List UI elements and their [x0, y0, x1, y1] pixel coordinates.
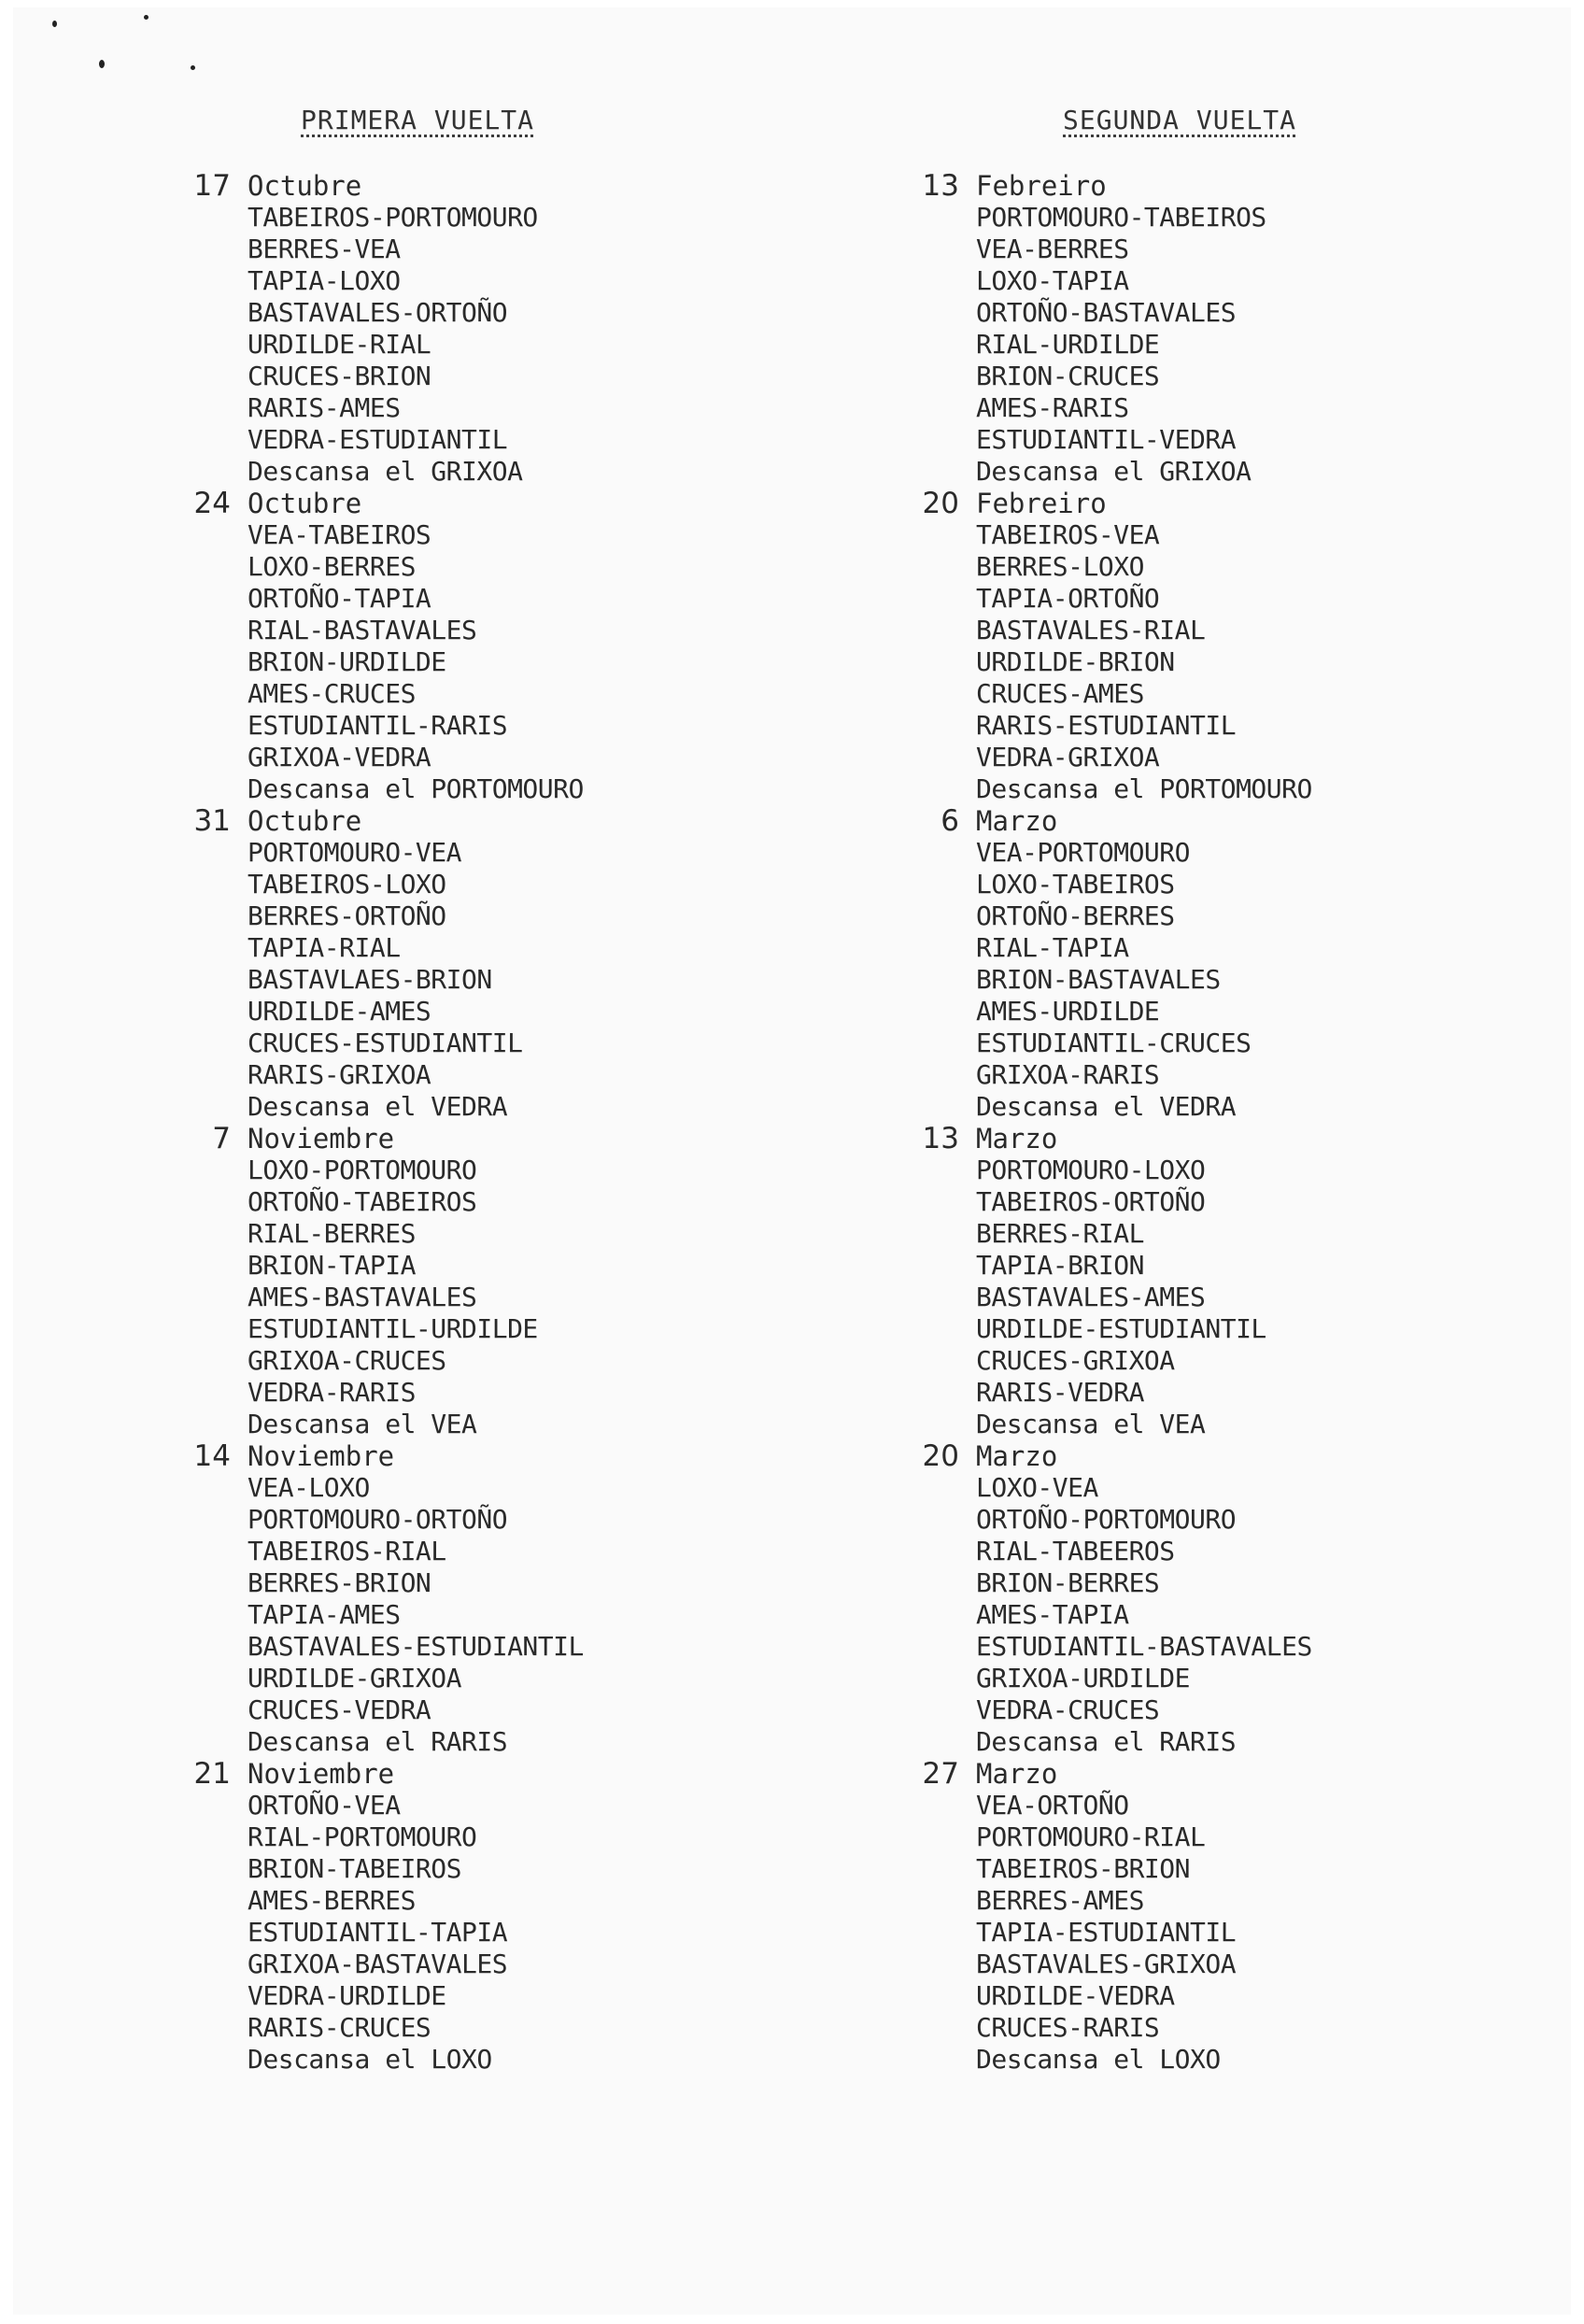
fixture: ORTOÑO-TABEIROS — [248, 1186, 477, 1217]
fixture: ESTUDIANTIL-VEDRA — [976, 424, 1237, 455]
fixture: VEA-TABEIROS — [248, 519, 431, 550]
fixture: URDILDE-BRION — [976, 646, 1175, 677]
matchday-month: Febreiro — [976, 488, 1107, 519]
fixture: ESTUDIANTIL-URDILDE — [248, 1313, 538, 1344]
fixture: VEA-PORTOMOURO — [976, 837, 1191, 868]
fixture: PORTOMOURO-VEA — [248, 837, 462, 868]
matchday-day: 31 — [193, 804, 231, 838]
bye-team: Descansa el LOXO — [976, 2044, 1221, 2075]
fixture: VEDRA-URDILDE — [248, 1980, 446, 2011]
fixture: CRUCES-AMES — [976, 678, 1144, 709]
fixture: RARIS-GRIXOA — [248, 1059, 431, 1090]
ink-speck — [99, 60, 105, 68]
fixture: BASTAVALES-GRIXOA — [976, 1948, 1237, 1979]
fixture: AMES-RARIS — [976, 392, 1129, 423]
matchday-day: 7 — [212, 1122, 231, 1155]
segunda-vuelta-title: SEGUNDA VUELTA — [1063, 105, 1297, 135]
fixture: TAPIA-AMES — [248, 1599, 401, 1630]
fixture: TAPIA-ESTUDIANTIL — [976, 1917, 1237, 1948]
fixture: BASTAVALES-RIAL — [976, 615, 1206, 645]
fixture: CRUCES-ESTUDIANTIL — [248, 1027, 523, 1058]
fixture: RIAL-URDILDE — [976, 329, 1160, 360]
matchday-day: 27 — [922, 1757, 959, 1791]
matchday-month: Marzo — [976, 1123, 1058, 1155]
matchday-day: 20 — [922, 1439, 959, 1473]
fixture: AMES-TAPIA — [976, 1599, 1129, 1630]
fixture: AMES-URDILDE — [976, 996, 1160, 1027]
bye-team: Descansa el VEDRA — [248, 1091, 508, 1122]
matchday-month: Noviembre — [248, 1123, 395, 1155]
fixture: VEDRA-ESTUDIANTIL — [248, 424, 508, 455]
fixture: TABEIROS-PORTOMOURO — [248, 202, 538, 233]
fixture: TABEIROS-VEA — [976, 519, 1160, 550]
fixture: GRIXOA-CRUCES — [248, 1345, 446, 1376]
fixture: TABEIROS-RIAL — [248, 1536, 446, 1566]
ink-speck — [191, 65, 195, 70]
fixture: BRION-BASTAVALES — [976, 964, 1221, 995]
fixture: VEDRA-GRIXOA — [976, 742, 1160, 772]
fixture: LOXO-TABEIROS — [976, 869, 1175, 900]
matchday-month: Octubre — [248, 805, 362, 837]
fixture: RARIS-AMES — [248, 392, 401, 423]
bye-team: Descansa el LOXO — [248, 2044, 492, 2075]
fixture: BERRES-RIAL — [976, 1218, 1144, 1249]
matchday-day: 24 — [193, 487, 231, 520]
fixture: GRIXOA-VEDRA — [248, 742, 431, 772]
matchday-day: 6 — [940, 804, 959, 838]
bye-team: Descansa el GRIXOA — [976, 456, 1252, 487]
fixture: LOXO-VEA — [976, 1472, 1098, 1503]
bye-team: Descansa el RARIS — [976, 1726, 1237, 1757]
fixture: BERRES-AMES — [976, 1885, 1144, 1916]
bye-team: Descansa el VEA — [976, 1409, 1206, 1439]
fixture: ESTUDIANTIL-CRUCES — [976, 1027, 1252, 1058]
matchday-day: 14 — [193, 1439, 231, 1473]
fixture: BRION-TAPIA — [248, 1250, 416, 1281]
fixture: BERRES-BRION — [248, 1567, 431, 1598]
matchday-month: Octubre — [248, 488, 362, 519]
fixture: AMES-BERRES — [248, 1885, 416, 1916]
fixture: RARIS-ESTUDIANTIL — [976, 710, 1237, 741]
fixture: TABEIROS-ORTOÑO — [976, 1186, 1206, 1217]
matchday-day: 13 — [922, 169, 959, 203]
fixture: LOXO-PORTOMOURO — [248, 1155, 477, 1185]
bye-team: Descansa el VEDRA — [976, 1091, 1237, 1122]
fixture: TABEIROS-BRION — [976, 1853, 1191, 1884]
fixture: RARIS-VEDRA — [976, 1377, 1144, 1408]
fixture: PORTOMOURO-ORTOÑO — [248, 1504, 508, 1535]
fixture: BRION-TABEIROS — [248, 1853, 462, 1884]
bye-team: Descansa el RARIS — [248, 1726, 508, 1757]
fixture: ORTOÑO-BASTAVALES — [976, 297, 1237, 328]
ink-speck — [52, 21, 57, 27]
fixture: PORTOMOURO-RIAL — [976, 1821, 1206, 1852]
fixture: BASTAVALES-ORTOÑO — [248, 297, 508, 328]
fixture: AMES-CRUCES — [248, 678, 416, 709]
fixture: VEA-LOXO — [248, 1472, 370, 1503]
fixture: RARIS-CRUCES — [248, 2012, 431, 2043]
fixture: RIAL-TAPIA — [976, 932, 1129, 963]
bye-team: Descansa el PORTOMOURO — [976, 773, 1312, 804]
fixture: ESTUDIANTIL-TAPIA — [248, 1917, 508, 1948]
fixture: PORTOMOURO-LOXO — [976, 1155, 1206, 1185]
fixture: CRUCES-VEDRA — [248, 1694, 431, 1725]
fixture: BASTAVALES-AMES — [976, 1282, 1206, 1312]
fixture: CRUCES-BRION — [248, 361, 431, 391]
fixture: RIAL-TABEEROS — [976, 1536, 1175, 1566]
fixture: BASTAVALES-ESTUDIANTIL — [248, 1631, 584, 1662]
matchday-day: 17 — [193, 169, 231, 203]
fixture: BASTAVLAES-BRION — [248, 964, 492, 995]
fixture: ORTOÑO-TAPIA — [248, 583, 431, 614]
fixture: BRION-BERRES — [976, 1567, 1160, 1598]
matchday-month: Marzo — [976, 805, 1058, 837]
fixture: ORTOÑO-BERRES — [976, 900, 1175, 931]
fixture: URDILDE-AMES — [248, 996, 431, 1027]
matchday-month: Noviembre — [248, 1440, 395, 1472]
matchday-day: 21 — [193, 1757, 231, 1791]
matchday-month: Marzo — [976, 1758, 1058, 1790]
fixture: TAPIA-RIAL — [248, 932, 401, 963]
fixture: PORTOMOURO-TABEIROS — [976, 202, 1266, 233]
bye-team: Descansa el PORTOMOURO — [248, 773, 584, 804]
matchday-month: Octubre — [248, 170, 362, 202]
fixture: ORTOÑO-VEA — [248, 1790, 401, 1821]
fixture: CRUCES-RARIS — [976, 2012, 1160, 2043]
fixture: URDILDE-ESTUDIANTIL — [976, 1313, 1266, 1344]
bye-team: Descansa el GRIXOA — [248, 456, 523, 487]
matchday-day: 13 — [922, 1122, 959, 1155]
fixture: VEDRA-RARIS — [248, 1377, 416, 1408]
fixture: GRIXOA-URDILDE — [976, 1663, 1191, 1693]
matchday-month: Noviembre — [248, 1758, 395, 1790]
fixture: VEA-BERRES — [976, 234, 1129, 264]
fixture: CRUCES-GRIXOA — [976, 1345, 1175, 1376]
fixture: TABEIROS-LOXO — [248, 869, 446, 900]
fixture: BRION-URDILDE — [248, 646, 446, 677]
fixture: LOXO-TAPIA — [976, 265, 1129, 296]
fixture: GRIXOA-RARIS — [976, 1059, 1160, 1090]
fixture: BERRES-ORTOÑO — [248, 900, 446, 931]
fixture: BERRES-LOXO — [976, 551, 1144, 582]
fixture: VEA-ORTOÑO — [976, 1790, 1129, 1821]
fixture: ORTOÑO-PORTOMOURO — [976, 1504, 1237, 1535]
fixture: LOXO-BERRES — [248, 551, 416, 582]
fixture: BRION-CRUCES — [976, 361, 1160, 391]
fixture: GRIXOA-BASTAVALES — [248, 1948, 508, 1979]
fixture: RIAL-BERRES — [248, 1218, 416, 1249]
fixture: TAPIA-BRION — [976, 1250, 1144, 1281]
fixture: URDILDE-RIAL — [248, 329, 431, 360]
fixture: BERRES-VEA — [248, 234, 401, 264]
fixture: URDILDE-GRIXOA — [248, 1663, 462, 1693]
fixture: URDILDE-VEDRA — [976, 1980, 1175, 2011]
fixture: AMES-BASTAVALES — [248, 1282, 477, 1312]
fixture: TAPIA-LOXO — [248, 265, 401, 296]
fixture: RIAL-PORTOMOURO — [248, 1821, 477, 1852]
matchday-day: 20 — [922, 487, 959, 520]
primera-vuelta-title: PRIMERA VUELTA — [301, 105, 535, 135]
ink-speck — [144, 15, 148, 20]
fixture: VEDRA-CRUCES — [976, 1694, 1160, 1725]
matchday-month: Marzo — [976, 1440, 1058, 1472]
fixture: RIAL-BASTAVALES — [248, 615, 477, 645]
fixture: TAPIA-ORTOÑO — [976, 583, 1160, 614]
bye-team: Descansa el VEA — [248, 1409, 477, 1439]
fixture: ESTUDIANTIL-BASTAVALES — [976, 1631, 1312, 1662]
fixture: ESTUDIANTIL-RARIS — [248, 710, 508, 741]
matchday-month: Febreiro — [976, 170, 1107, 202]
